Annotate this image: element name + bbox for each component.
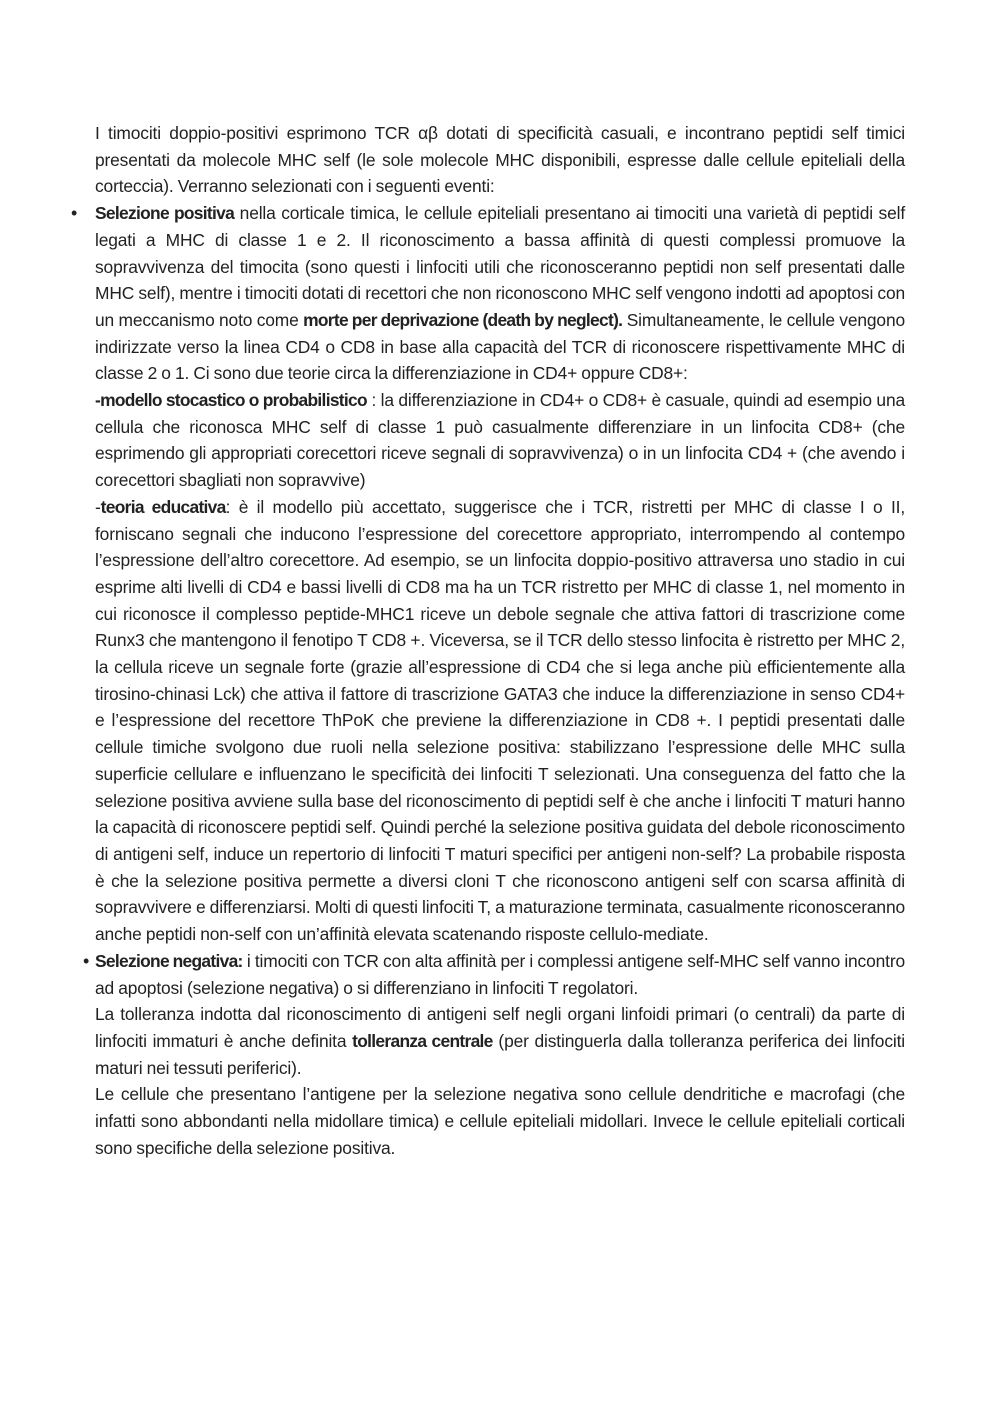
central-tolerance-term: tolleranza centrale bbox=[352, 1030, 493, 1051]
bullet-icon: • bbox=[71, 203, 78, 224]
bullet-negative-selection bbox=[83, 948, 905, 1162]
educational-theory-paragraph bbox=[95, 494, 905, 948]
stochastic-model-text: : la differenziazione in CD4+ o CD8+ è casuale, quindi ad esempio una cellula che riconosca MHC self di classe 1 può casualmente differenziare in un linfocita CD8+ (che esprimendo gli appropriati corecettori riceve segnali di sopravvivenza) o in un linfocita CD4 + (che avendo i corecettori sbagliati non sopravvive) bbox=[95, 390, 905, 491]
stochastic-model-paragraph bbox=[95, 387, 905, 494]
death-by-neglect-term: morte per deprivazione (death by neglect). bbox=[303, 309, 623, 330]
positive-selection-text: nella corticale timica, le cellule epiteliali presentano ai timociti una varietà di peptidi self legati a MHC di classe 1 e 2. Il riconoscimento a bassa affinità di questi complessi promuove la sopravvivenza del timocita (sono questi i linfociti utili che riconosceranno peptidi non self presentati dalle MHC self), mentre i timociti dotati di recettori che non riconoscono MHC self vengono indotti ad apoptosi con un meccanismo noto come bbox=[95, 203, 905, 330]
educational-dash: - bbox=[95, 496, 101, 517]
apc-text: Le cellule che presentano l’antigene per la selezione negativa sono cellule dendritiche e macrofagi (che infatti sono abbondanti nella midollare timica) e cellule epiteliali midollari. Invece le cellule epiteliali corticali sono specifiche della selezione positiva. bbox=[95, 1084, 905, 1158]
bullet-positive-selection bbox=[71, 200, 906, 948]
central-tolerance-text-2: (per distinguerla dalla tolleranza periferica dei linfociti maturi nei tessuti periferici). bbox=[95, 1030, 905, 1078]
apc-paragraph bbox=[95, 1081, 905, 1161]
positive-selection-paragraph bbox=[95, 200, 905, 387]
educational-theory-term: teoria educativa bbox=[100, 496, 226, 517]
central-tolerance-text-1: La tolleranza indotta dal riconoscimento di antigeni self negli organi linfoidi primari (o centrali) da parte di linfociti immaturi è anche definita bbox=[95, 1004, 905, 1051]
educational-theory-text: : è il modello più accettato, suggerisce che i TCR, ristretti per MHC di classe I o II, forniscano segnali che inducono l’espressione del corecettore appropriato, interrompendo al contempo l’espressione dell’altro corecettore. Ad esempio, se un linfocita doppio-positivo attraversa uno stadio in cui esprime alti livelli di CD4 e bassi livelli di CD8 ma ha un TCR ristretto per MHC di classe 1, nel momento in cui riconosce il complesso peptide-MHC1 riceve un debole segnale che attiva fattori di trascrizione come Runx3 che mantengono il fenotipo T CD8 +. Viceversa, se il TCR dello stesso linfocita è ristretto per MHC 2, la cellula riceve un segnale forte (grazie all’espressione di CD4 che si lega anche più efficientemente alla tirosino-chinasi Lck) che attiva il fattore di trascrizione GATA3 che induce la differenziazione in senso CD4+ e l’espressione del recettore ThPoK che previene la differenziazione in CD8 +. I peptidi presentati dalle cellule timiche svolgono due ruoli nella selezione positiva: stabilizzano l’espressione delle MHC sulla superficie cellulare e influenzano le specificità dei linfociti T selezionati. Una conseguenza del fatto che la selezione positiva avviene sulla base del riconoscimento di peptidi self è che anche i linfociti T maturi hanno la capacità di riconoscere peptidi self. Quindi perché la selezione positiva guidata del debole riconoscimento di antigeni self, induce un repertorio di linfociti T maturi specifici per antigeni non-self? La probabile risposta è che la selezione positiva permette a diversi cloni T che riconoscono antigeni self con scarsa affinità di sopravvivere e differenziarsi. Molti di questi linfociti T, a maturazione terminata, casualmente riconosceranno anche peptidi non-self con un’affinità elevata scatenando risposte cellulo-mediate. bbox=[95, 496, 906, 945]
document-body bbox=[71, 120, 906, 1161]
negative-selection-term: Selezione negativa: bbox=[95, 950, 243, 971]
lineage-text: Simultaneamente, le cellule vengono indirizzate verso la linea CD4 o CD8 in base alla capacità del TCR di riconoscere rispettivamente MHC di classe 2 o 1. Ci sono due teorie circa la differenziazione in CD4+ oppure CD8+: bbox=[95, 309, 905, 384]
intro-paragraph bbox=[95, 120, 905, 200]
central-tolerance-paragraph bbox=[95, 1001, 905, 1081]
stochastic-model-term: -modello stocastico o probabilistico bbox=[95, 390, 367, 411]
negative-selection-paragraph bbox=[95, 948, 905, 1001]
positive-selection-term: Selezione positiva bbox=[95, 203, 235, 224]
intro-text: I timociti doppio-positivi esprimono TCR αβ dotati di specificità casuali, e incontrano peptidi self timici presentati da molecole MHC self (le sole molecole MHC disponibili, espresse dalle cellule epiteliali della corteccia). Verranno selezionati con i seguenti eventi: bbox=[95, 123, 905, 197]
bullet-icon: • bbox=[83, 950, 90, 971]
negative-selection-text: i timociti con TCR con alta affinità per i complessi antigene self-MHC self vanno incontro ad apoptosi (selezione negativa) o si differenziano in linfociti T regolatori. bbox=[95, 950, 905, 998]
